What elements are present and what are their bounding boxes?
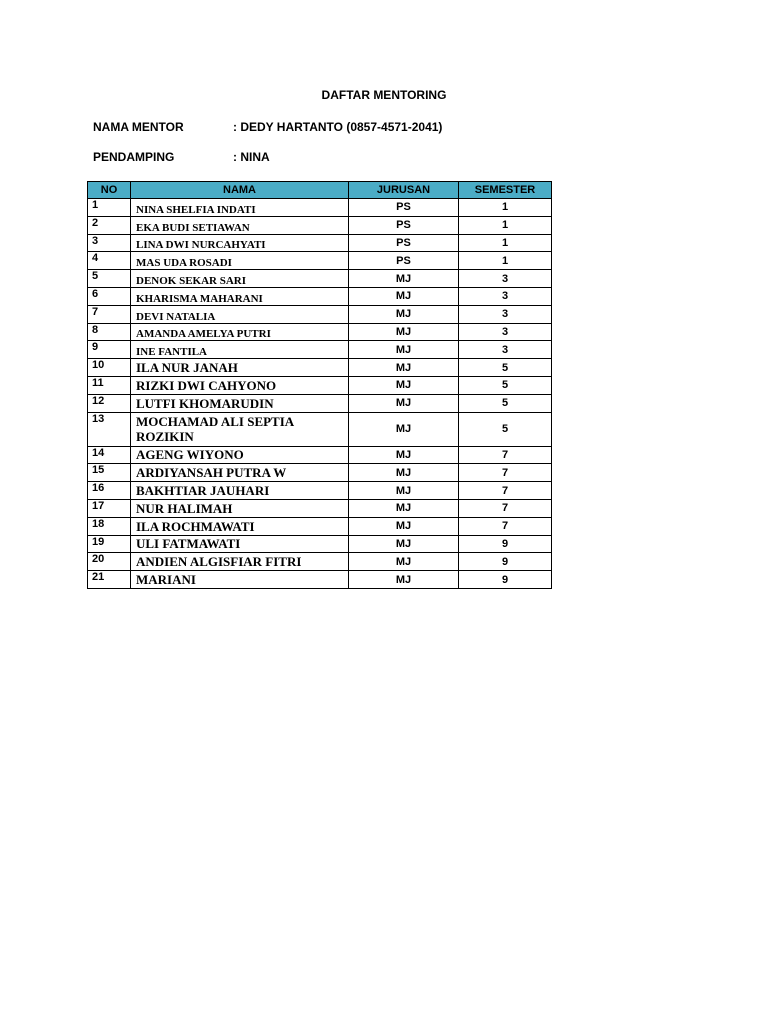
table-row (88, 234, 552, 252)
table-row (88, 216, 552, 234)
cell-semester: 5 (459, 394, 552, 412)
pendamping-row (93, 150, 270, 164)
cell-semester: 1 (459, 199, 552, 217)
cell-semester: 3 (459, 287, 552, 305)
table-header-row (88, 182, 552, 199)
cell-semester: 7 (459, 482, 552, 500)
cell-jurusan: MJ (349, 517, 459, 535)
cell-semester: 9 (459, 553, 552, 571)
cell-jurusan: MJ (349, 482, 459, 500)
pendamping-value: : NINA (233, 150, 270, 164)
cell-jurusan: MJ (349, 499, 459, 517)
cell-semester: 1 (459, 234, 552, 252)
cell-jurusan: MJ (349, 305, 459, 323)
cell-no: 17 (88, 499, 131, 517)
cell-nama: ILA ROCHMAWATI (131, 517, 349, 535)
cell-semester: 3 (459, 270, 552, 288)
table-row (88, 482, 552, 500)
document-title: DAFTAR MENTORING (321, 88, 447, 102)
cell-semester: 5 (459, 359, 552, 377)
cell-nama: MAS UDA ROSADI (131, 252, 349, 270)
cell-no: 21 (88, 571, 131, 589)
cell-jurusan: MJ (349, 394, 459, 412)
cell-semester: 3 (459, 341, 552, 359)
cell-no: 7 (88, 305, 131, 323)
table-row (88, 199, 552, 217)
pendamping-label: PENDAMPING (93, 150, 175, 164)
cell-jurusan: MJ (349, 287, 459, 305)
cell-jurusan: MJ (349, 446, 459, 464)
cell-semester: 5 (459, 376, 552, 394)
table-row (88, 446, 552, 464)
table-row (88, 376, 552, 394)
cell-nama: AGENG WIYONO (131, 446, 349, 464)
cell-nama: EKA BUDI SETIAWAN (131, 216, 349, 234)
cell-nama: MOCHAMAD ALI SEPTIA ROZIKIN (131, 412, 349, 446)
cell-no: 13 (88, 412, 131, 446)
cell-no: 2 (88, 216, 131, 234)
mentor-label: NAMA MENTOR (93, 120, 184, 134)
cell-jurusan: MJ (349, 535, 459, 553)
cell-nama: RIZKI DWI CAHYONO (131, 376, 349, 394)
header-no: NO (88, 182, 131, 199)
cell-jurusan: MJ (349, 341, 459, 359)
mentoring-table (87, 181, 552, 589)
cell-no: 18 (88, 517, 131, 535)
table-row (88, 535, 552, 553)
table-row (88, 517, 552, 535)
mentor-row (93, 120, 442, 134)
table-row (88, 499, 552, 517)
table-row (88, 305, 552, 323)
table-row (88, 412, 552, 446)
cell-nama: LINA DWI NURCAHYATI (131, 234, 349, 252)
cell-jurusan: PS (349, 199, 459, 217)
cell-no: 11 (88, 376, 131, 394)
cell-no: 12 (88, 394, 131, 412)
cell-semester: 9 (459, 571, 552, 589)
cell-nama: DENOK SEKAR SARI (131, 270, 349, 288)
cell-semester: 1 (459, 216, 552, 234)
table-row (88, 571, 552, 589)
cell-jurusan: MJ (349, 376, 459, 394)
cell-no: 1 (88, 199, 131, 217)
cell-no: 14 (88, 446, 131, 464)
cell-jurusan: PS (349, 252, 459, 270)
cell-jurusan: MJ (349, 359, 459, 377)
table-row (88, 553, 552, 571)
cell-nama: AMANDA AMELYA PUTRI (131, 323, 349, 341)
cell-nama: ANDIEN ALGISFIAR FITRI (131, 553, 349, 571)
cell-jurusan: MJ (349, 323, 459, 341)
header-nama: NAMA (131, 182, 349, 199)
cell-no: 5 (88, 270, 131, 288)
cell-semester: 7 (459, 446, 552, 464)
cell-nama: LUTFI KHOMARUDIN (131, 394, 349, 412)
cell-no: 8 (88, 323, 131, 341)
cell-nama: NUR HALIMAH (131, 499, 349, 517)
cell-semester: 7 (459, 517, 552, 535)
cell-nama: NINA SHELFIA INDATI (131, 199, 349, 217)
cell-jurusan: MJ (349, 270, 459, 288)
cell-nama: ILA NUR JANAH (131, 359, 349, 377)
cell-no: 9 (88, 341, 131, 359)
cell-semester: 1 (459, 252, 552, 270)
cell-semester: 7 (459, 464, 552, 482)
cell-no: 20 (88, 553, 131, 571)
cell-nama: MARIANI (131, 571, 349, 589)
table-row (88, 359, 552, 377)
cell-jurusan: PS (349, 216, 459, 234)
table-row (88, 464, 552, 482)
cell-no: 15 (88, 464, 131, 482)
cell-semester: 5 (459, 412, 552, 446)
cell-no: 10 (88, 359, 131, 377)
table-row (88, 287, 552, 305)
cell-nama: BAKHTIAR JAUHARI (131, 482, 349, 500)
table-row (88, 394, 552, 412)
cell-nama: ULI FATMAWATI (131, 535, 349, 553)
cell-semester: 7 (459, 499, 552, 517)
cell-nama: DEVI NATALIA (131, 305, 349, 323)
cell-no: 16 (88, 482, 131, 500)
cell-nama: INE FANTILA (131, 341, 349, 359)
table-row (88, 252, 552, 270)
header-semester: SEMESTER (459, 182, 552, 199)
cell-no: 19 (88, 535, 131, 553)
cell-jurusan: MJ (349, 412, 459, 446)
cell-semester: 3 (459, 305, 552, 323)
cell-no: 6 (88, 287, 131, 305)
mentor-value: : DEDY HARTANTO (0857-4571-2041) (233, 120, 443, 134)
cell-jurusan: MJ (349, 464, 459, 482)
cell-jurusan: MJ (349, 571, 459, 589)
cell-jurusan: PS (349, 234, 459, 252)
table-row (88, 323, 552, 341)
cell-no: 4 (88, 252, 131, 270)
cell-semester: 9 (459, 535, 552, 553)
cell-jurusan: MJ (349, 553, 459, 571)
table-row (88, 270, 552, 288)
cell-semester: 3 (459, 323, 552, 341)
cell-nama: KHARISMA MAHARANI (131, 287, 349, 305)
cell-nama: ARDIYANSAH PUTRA W (131, 464, 349, 482)
header-jurusan: JURUSAN (349, 182, 459, 199)
cell-no: 3 (88, 234, 131, 252)
table-row (88, 341, 552, 359)
